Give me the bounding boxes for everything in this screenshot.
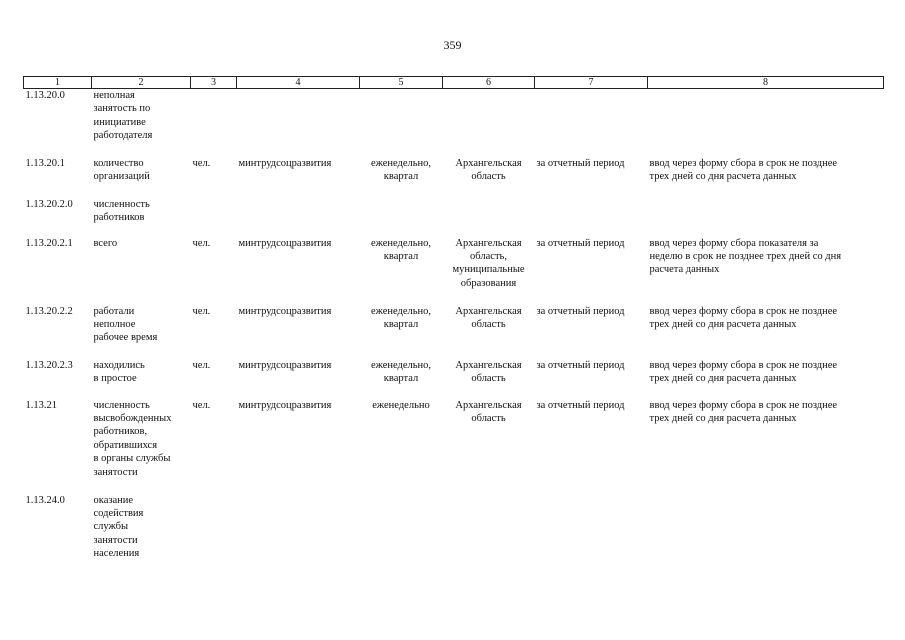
row-territory: Архангельская область xyxy=(455,157,522,182)
row-territory: Архангельская область xyxy=(455,305,522,330)
table-row xyxy=(24,305,884,359)
row-period xyxy=(535,198,648,237)
row-code: 1.13.24.0 xyxy=(25,494,65,506)
row-unit xyxy=(191,494,237,564)
row-name: численность работников xyxy=(93,198,150,223)
table-header xyxy=(24,77,884,89)
table-row xyxy=(24,198,884,237)
row-code: 1.13.20.2.0 xyxy=(25,198,73,210)
row-code: 1.13.21 xyxy=(25,399,57,411)
row-code: 1.13.20.0 xyxy=(25,90,65,101)
row-territory: Архангельская область xyxy=(455,359,522,384)
column-header-7: 7 xyxy=(535,77,648,89)
page-number: 359 xyxy=(443,38,462,52)
row-period: за отчетный период xyxy=(536,157,625,169)
row-name: всего xyxy=(93,237,118,249)
row-period xyxy=(535,89,648,157)
column-header-2: 2 xyxy=(92,77,191,89)
column-header-8: 8 xyxy=(648,77,884,89)
row-responsible: минтрудсоцразвития xyxy=(238,157,332,169)
row-period: за отчетный период xyxy=(536,237,625,249)
row-method: ввод через форму сбора показателя за неделю в срок не позднее трех дней со дня расчета данных xyxy=(649,237,842,276)
row-responsible: минтрудсоцразвития xyxy=(238,305,332,317)
column-header-3: 3 xyxy=(191,77,237,89)
column-header-1: 1 xyxy=(24,77,92,89)
row-responsible xyxy=(237,198,360,237)
row-frequency xyxy=(360,494,443,564)
row-period: за отчетный период xyxy=(536,359,625,371)
row-name: находились в простое xyxy=(93,359,145,384)
row-unit xyxy=(191,198,237,237)
row-method: ввод через форму сбора в срок не позднее трех дней со дня расчета данных xyxy=(649,305,838,330)
column-header-4: 4 xyxy=(237,77,360,89)
row-unit: чел. xyxy=(192,157,211,169)
row-method xyxy=(648,89,884,157)
table-row xyxy=(24,399,884,494)
table-row xyxy=(24,237,884,305)
row-frequency xyxy=(360,198,443,237)
row-responsible: минтрудсоцразвития xyxy=(238,237,332,249)
row-frequency: еженедельно, квартал xyxy=(370,359,432,384)
row-frequency: еженедельно xyxy=(372,399,430,411)
row-code: 1.13.20.1 xyxy=(25,157,65,169)
row-territory: Архангельская область, муниципальные образования xyxy=(452,237,525,289)
row-code: 1.13.20.2.3 xyxy=(25,359,73,371)
row-method xyxy=(648,494,884,564)
row-period xyxy=(535,494,648,564)
table-row xyxy=(24,494,884,564)
row-method: ввод через форму сбора в срок не позднее трех дней со дня расчета данных xyxy=(649,399,838,424)
row-unit: чел. xyxy=(192,359,211,371)
header-row xyxy=(24,77,884,89)
row-responsible: минтрудсоцразвития xyxy=(238,359,332,371)
column-header-5: 5 xyxy=(360,77,443,89)
row-method xyxy=(648,198,884,237)
indicator-table xyxy=(23,76,884,564)
row-unit: чел. xyxy=(192,237,211,249)
row-method: ввод через форму сбора в срок не позднее трех дней со дня расчета данных xyxy=(649,157,838,182)
row-name: неполная занятость по инициативе работодателя xyxy=(93,90,153,142)
row-territory: Архангельская область xyxy=(455,399,522,424)
row-unit xyxy=(191,89,237,157)
row-frequency: еженедельно, квартал xyxy=(370,305,432,330)
row-territory xyxy=(443,89,535,157)
row-territory xyxy=(443,494,535,564)
row-period: за отчетный период xyxy=(536,305,625,317)
table-body xyxy=(24,89,884,564)
row-name: работали неполное рабочее время xyxy=(93,305,158,344)
row-unit: чел. xyxy=(192,399,211,411)
column-header-6: 6 xyxy=(443,77,535,89)
row-responsible xyxy=(237,89,360,157)
row-name: количество организаций xyxy=(93,157,150,182)
table-row xyxy=(24,157,884,198)
row-frequency: еженедельно, квартал xyxy=(370,157,432,182)
row-unit: чел. xyxy=(192,305,211,317)
row-territory xyxy=(443,198,535,237)
row-frequency: еженедельно, квартал xyxy=(370,237,432,262)
row-code: 1.13.20.2.1 xyxy=(25,237,73,249)
row-responsible: минтрудсоцразвития xyxy=(238,399,332,411)
table-row xyxy=(24,359,884,399)
table-row xyxy=(24,89,884,157)
row-name: численность высвобожденных работников, обратившихся в органы службы занятости xyxy=(93,399,172,478)
row-period: за отчетный период xyxy=(536,399,625,411)
row-code: 1.13.20.2.2 xyxy=(25,305,73,317)
row-frequency xyxy=(360,89,443,157)
row-name: оказание содействия службы занятости населения xyxy=(93,494,144,560)
row-method: ввод через форму сбора в срок не позднее трех дней со дня расчета данных xyxy=(649,359,838,384)
row-responsible xyxy=(237,494,360,564)
